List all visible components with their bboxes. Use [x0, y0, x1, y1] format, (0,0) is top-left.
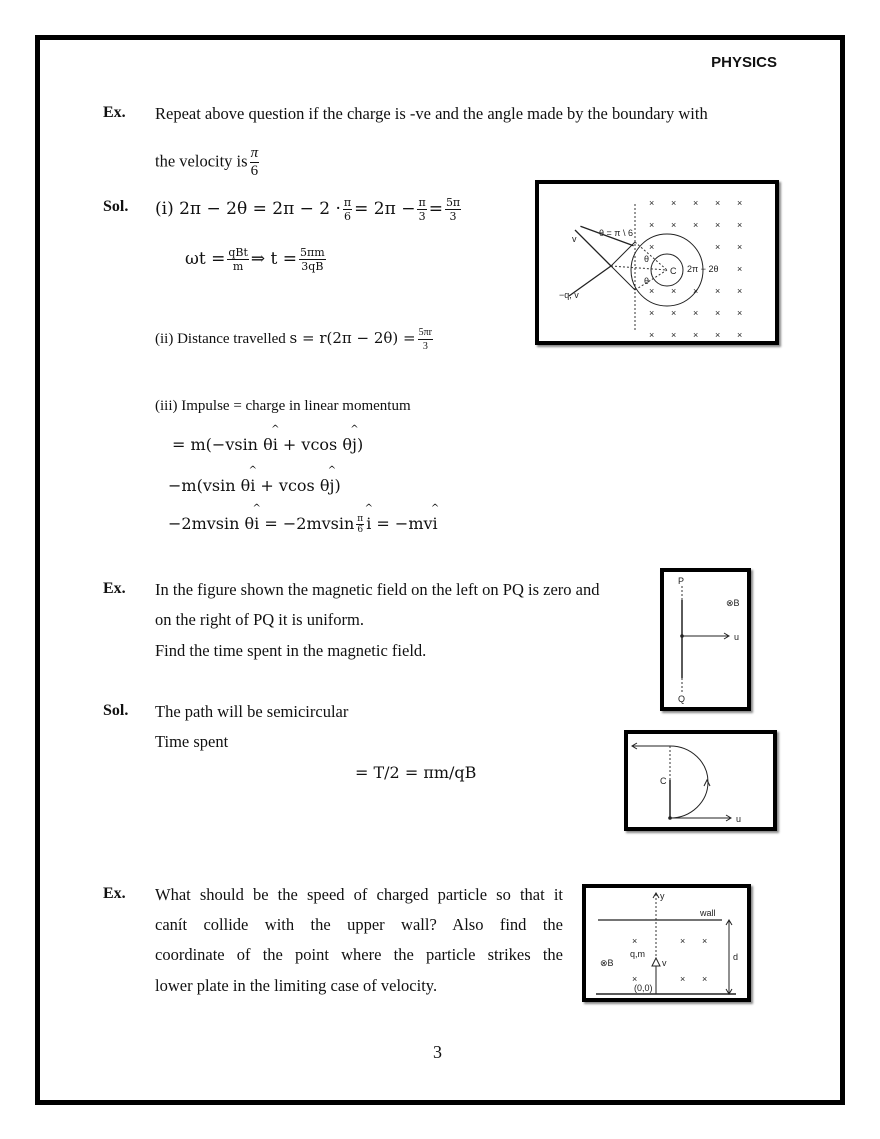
label-u: u	[734, 632, 740, 642]
svg-text:×: ×	[737, 220, 743, 230]
svg-text:×: ×	[715, 330, 721, 340]
math: (i) 2π − 2θ = 2π − 2 ·	[155, 199, 341, 219]
svg-text:×: ×	[693, 220, 699, 230]
svg-text:×: ×	[693, 330, 699, 340]
svg-text:×: ×	[671, 220, 677, 230]
svg-text:×: ×	[680, 936, 686, 946]
svg-text:×: ×	[715, 286, 721, 296]
svg-text:×: ×	[715, 220, 721, 230]
svg-text:×: ×	[737, 198, 743, 208]
figure-circular-path	[535, 180, 779, 345]
svg-text:×: ×	[737, 330, 743, 340]
ex3-line1: What should be the speed of charged particle so that it	[155, 885, 563, 904]
diagram	[586, 888, 747, 998]
svg-text:×: ×	[649, 286, 655, 296]
figure-boundary-pq	[660, 568, 751, 711]
label-theta: θ	[644, 276, 650, 286]
figure-semicircle	[624, 730, 777, 831]
svg-text:×: ×	[715, 198, 721, 208]
svg-text:×: ×	[680, 974, 686, 984]
math: = −mv	[371, 514, 433, 533]
svg-text:×: ×	[632, 936, 638, 946]
svg-text:×: ×	[649, 308, 655, 318]
label-d: d	[733, 952, 739, 962]
svg-text:×: ×	[693, 198, 699, 208]
label-b: ⊗B	[726, 598, 740, 608]
label-theta: θ	[644, 254, 650, 264]
math: = −2mvsin	[259, 514, 355, 533]
math: ⇒ t =	[250, 249, 298, 269]
svg-text:×: ×	[715, 242, 721, 252]
svg-text:×: ×	[702, 936, 708, 946]
unit-i: ^ i	[366, 514, 371, 534]
ex3-line4: lower plate in the limiting case of velocity.	[155, 976, 438, 995]
svg-text:×: ×	[693, 308, 699, 318]
svg-text:×: ×	[737, 242, 743, 252]
ex2-line1: In the figure shown the magnetic field on the left on PQ is zero and	[155, 580, 600, 599]
label-origin: (0,0)	[634, 983, 653, 993]
math: = m(−vsin θ	[172, 435, 273, 454]
d: 3	[449, 210, 457, 223]
n: 5πr	[418, 327, 433, 338]
svg-text:×: ×	[737, 308, 743, 318]
ex-label: Ex.	[103, 580, 126, 597]
svg-text:×: ×	[632, 974, 638, 984]
d: 6	[357, 525, 364, 535]
label-qm: q,m	[630, 949, 646, 959]
svg-text:×: ×	[649, 198, 655, 208]
page-header: PHYSICS	[711, 54, 777, 71]
sol1-part-ii	[155, 326, 435, 353]
label-p: P	[678, 576, 685, 586]
math: )	[356, 435, 364, 454]
d: 3	[422, 341, 428, 352]
svg-text:×: ×	[649, 330, 655, 340]
ex-label: Ex.	[103, 104, 126, 121]
n: π	[418, 196, 426, 209]
unit-i: ^ i	[273, 435, 278, 455]
math: −2mvsin θ	[168, 514, 255, 533]
unit-i: ^ i	[250, 476, 255, 496]
impulse-line-1	[172, 435, 363, 455]
math: + vcos θ	[255, 476, 330, 495]
d: 6	[344, 210, 352, 223]
svg-text:×: ×	[649, 220, 655, 230]
svg-text:×: ×	[737, 264, 743, 274]
field-crosses	[632, 936, 707, 984]
math: s = r(2π − 2θ) =	[289, 328, 416, 347]
frac-num: π	[250, 145, 259, 161]
math: = 2π −	[354, 199, 416, 219]
svg-text:×: ×	[737, 286, 743, 296]
n: π	[357, 514, 364, 524]
figure-wall	[582, 884, 751, 1002]
svg-text:×: ×	[671, 198, 677, 208]
diagram	[664, 572, 747, 707]
n: 5πm	[300, 246, 325, 259]
label-theta-value: θ = π \ 6	[599, 228, 633, 238]
ex3-line3: coordinate of the point where the particle strikes the	[155, 945, 563, 964]
label-b: ⊗B	[600, 958, 614, 968]
label-charge: −q, v	[559, 290, 579, 300]
ex2-line3: Find the time spent in the magnetic field.	[155, 641, 427, 660]
label-y: y	[660, 891, 665, 901]
impulse-line-2	[168, 476, 341, 496]
unit-j: ^ j	[329, 476, 334, 496]
svg-text:×: ×	[702, 974, 708, 984]
svg-text:×: ×	[715, 308, 721, 318]
label-q: Q	[678, 694, 686, 704]
ex1-line1: Repeat above question if the charge is -ve and the angle made by the boundary with	[155, 104, 708, 123]
svg-text:×: ×	[671, 308, 677, 318]
sol1-part-iii: (iii) Impulse = charge in linear momentum	[155, 398, 411, 414]
text: (ii) Distance travelled	[155, 330, 286, 347]
ex2-line2: on the right of PQ it is uniform.	[155, 610, 364, 629]
d: 3qB	[301, 260, 324, 273]
diagram	[628, 734, 773, 827]
ex1-text: the velocity is	[155, 151, 248, 171]
ex1-line2	[155, 145, 261, 180]
page-number: 3	[433, 1042, 442, 1062]
impulse-line-3	[168, 514, 438, 535]
svg-text:×: ×	[649, 242, 655, 252]
n: qBt	[228, 246, 248, 259]
sol-label: Sol.	[103, 198, 129, 215]
sol2-line3: = T/2 = πm/qB	[355, 763, 477, 782]
d: 3	[418, 210, 426, 223]
unit-i: ^ i	[433, 514, 438, 534]
sol1-part-i	[155, 196, 463, 223]
math: ωt =	[185, 249, 226, 269]
ex-label: Ex.	[103, 885, 126, 902]
svg-text:×: ×	[693, 286, 699, 296]
unit-j: ^ j	[352, 435, 357, 455]
math: =	[428, 199, 443, 219]
unit-i: ^ i	[254, 514, 259, 534]
sol2-line2: Time spent	[155, 732, 229, 751]
label-arc: 2π − 2θ	[687, 264, 719, 274]
svg-text:×: ×	[671, 286, 677, 296]
n: π	[343, 196, 352, 209]
label-u: u	[736, 814, 742, 824]
math: −m(vsin θ	[168, 476, 251, 495]
ex3-line2: canít collide with the upper wall? Also find the	[155, 915, 563, 934]
svg-text:×: ×	[671, 330, 677, 340]
math: + vcos θ	[277, 435, 352, 454]
label-wall: wall	[700, 908, 716, 918]
diagram	[539, 184, 775, 341]
sol2-line1: The path will be semicircular	[155, 702, 349, 721]
sol-label: Sol.	[103, 702, 129, 719]
frac-den: 6	[250, 163, 259, 179]
math: )	[334, 476, 341, 495]
label-v: v	[662, 958, 667, 968]
d: m	[232, 260, 244, 273]
sol1-omega	[185, 246, 328, 273]
label-center: C	[670, 266, 677, 276]
label-v: v	[572, 234, 577, 244]
n: 5π	[445, 196, 461, 209]
label-c: C	[660, 776, 667, 786]
